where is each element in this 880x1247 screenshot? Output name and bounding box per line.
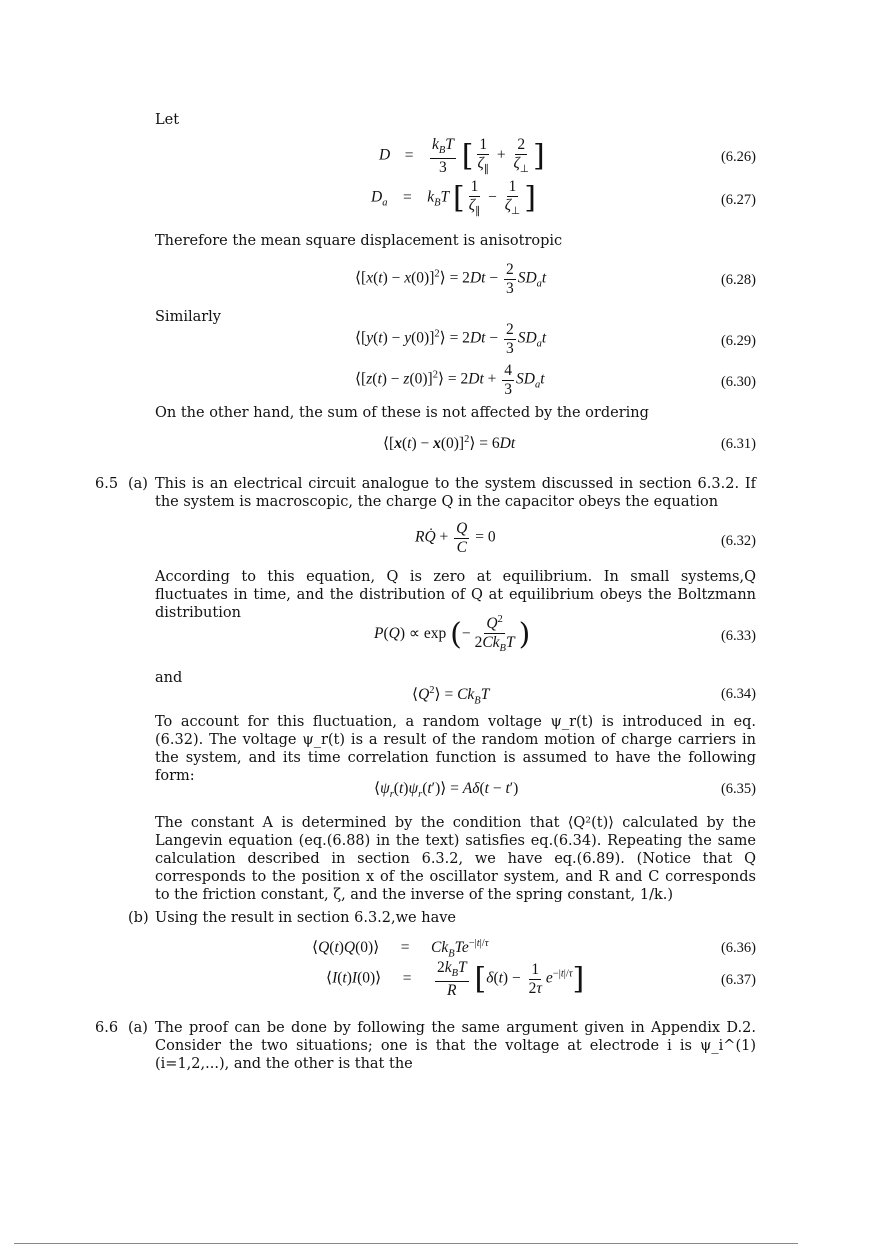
equation-6-30: ⟨[z(t) − z(0)]$^2$⟩ = 2Dt + $\frac{4}{3}$ $SD_at$ <box>355 362 545 398</box>
equation-6-27: $D_a = k_BT$ [ $\frac{1}{\zeta_\parallel}$ − $\frac{1}{\zeta_\perp}$ ] <box>371 178 536 217</box>
text-let: Let <box>155 112 180 128</box>
equation-number: (6.29) <box>720 333 756 349</box>
equation-6-29: ⟨[y(t) − y(0)]$^2$⟩ = 2Dt − $\frac{2}{3}$ $SD_at$ <box>355 321 547 357</box>
equation-6-33: P(Q) ∝ exp (− $\frac{Q^2}{2Ck_BT}$ ) <box>374 614 531 654</box>
problem-number: 6.5 <box>95 476 119 492</box>
paragraph-6-5a-fluctuation: To account for this fluctuation, a random voltage ψ_r(t) is introduced in eq.(6.32). The voltage ψ_r(t) is a result of the random motion of charge carriers in the system, and its time correlation function is assumed to have the following form: <box>155 714 756 784</box>
paragraph-6-5a-constant: The constant A is determined by the condition that ⟨Q²(t)⟩ calculated by the Langevin equation (eq.(6.88) in the text) satisfies eq.(6.34). Repeating the same calculation described in section 6.3.2, we have eq.(6.89). (Notice that Q corresponds to the position x of the oscillator system, and R and C corresponds to the friction constant, ζ, and the inverse of the spring constant, 1/k.) <box>155 815 756 903</box>
text-therefore: Therefore the mean square displacement is anisotropic <box>155 233 563 249</box>
text-and: and <box>155 670 183 686</box>
equation-6-37: ⟨I(t)I(0)⟩ = $\frac{2k_BT}{R}$ [δ(t) − $\frac{1}{2\tau}$ $e^{-|t|/\tau}$] <box>326 959 585 999</box>
equation-6-36: ⟨Q(t)Q(0)⟩ = $Ck_BTe^{-|t|/\tau}$ <box>312 938 489 960</box>
equation-6-28: ⟨[x(t) − x(0)]$^2$⟩ = 2Dt − $\frac{2}{3}$ $SD_at$ <box>355 261 547 297</box>
equation-number: (6.33) <box>720 628 756 644</box>
part-label: (a) <box>128 1020 148 1036</box>
equation-number: (6.27) <box>720 192 756 208</box>
equation-number: (6.28) <box>720 272 756 288</box>
footer-rule <box>14 1243 798 1244</box>
equation-number: (6.32) <box>720 533 756 549</box>
text-other-hand: On the other hand, the sum of these is not affected by the ordering <box>155 405 649 421</box>
equation-number: (6.34) <box>720 686 756 702</box>
text-similarly: Similarly <box>155 309 222 325</box>
equation-6-34: $⟨Q^2⟩ = Ck_BT$ <box>412 685 490 707</box>
equation-6-32: RQ̇ + $\frac{Q}{C}$ = 0 <box>415 520 496 556</box>
paragraph-6-5a-intro: This is an electrical circuit analogue to the system discussed in section 6.3.2. If the system is macroscopic, the charge Q in the capacitor obeys the equation <box>155 476 756 510</box>
equation-number: (6.37) <box>720 972 756 988</box>
paragraph-6-5a-equilibrium: According to this equation, Q is zero at equilibrium. In small systems,Q fluctuates in time, and the distribution of Q at equilibrium obeys the Boltzmann distribution <box>155 569 756 621</box>
equation-number: (6.26) <box>720 149 756 165</box>
problem-number: 6.6 <box>95 1020 119 1036</box>
equation-6-35: $⟨\psi_r(t)\psi_r(t')⟩ = A\delta(t - t')$ <box>374 780 519 801</box>
equation-number: (6.36) <box>720 940 756 956</box>
equation-6-26: D = $\frac{k_BT}{3}$ [ $\frac{1}{\zeta_\parallel}$ + $\frac{2}{\zeta_\perp}$ ] <box>379 136 545 176</box>
paragraph-6-5b: Using the result in section 6.3.2,we have <box>155 910 456 926</box>
part-label: (a) <box>128 476 148 492</box>
equation-6-31: ⟨[x(t) − x(0)]$^2$⟩ = 6Dt <box>383 434 516 453</box>
equation-number: (6.30) <box>720 374 756 390</box>
paragraph-6-6a: The proof can be done by following the same argument given in Appendix D.2. Consider the two situations; one is that the voltage at electrode i is ψ_i^(1) (i=1,2,...), and the other is that the <box>155 1020 756 1072</box>
equation-number: (6.35) <box>720 781 756 797</box>
equation-number: (6.31) <box>720 436 756 452</box>
part-label: (b) <box>128 910 149 926</box>
